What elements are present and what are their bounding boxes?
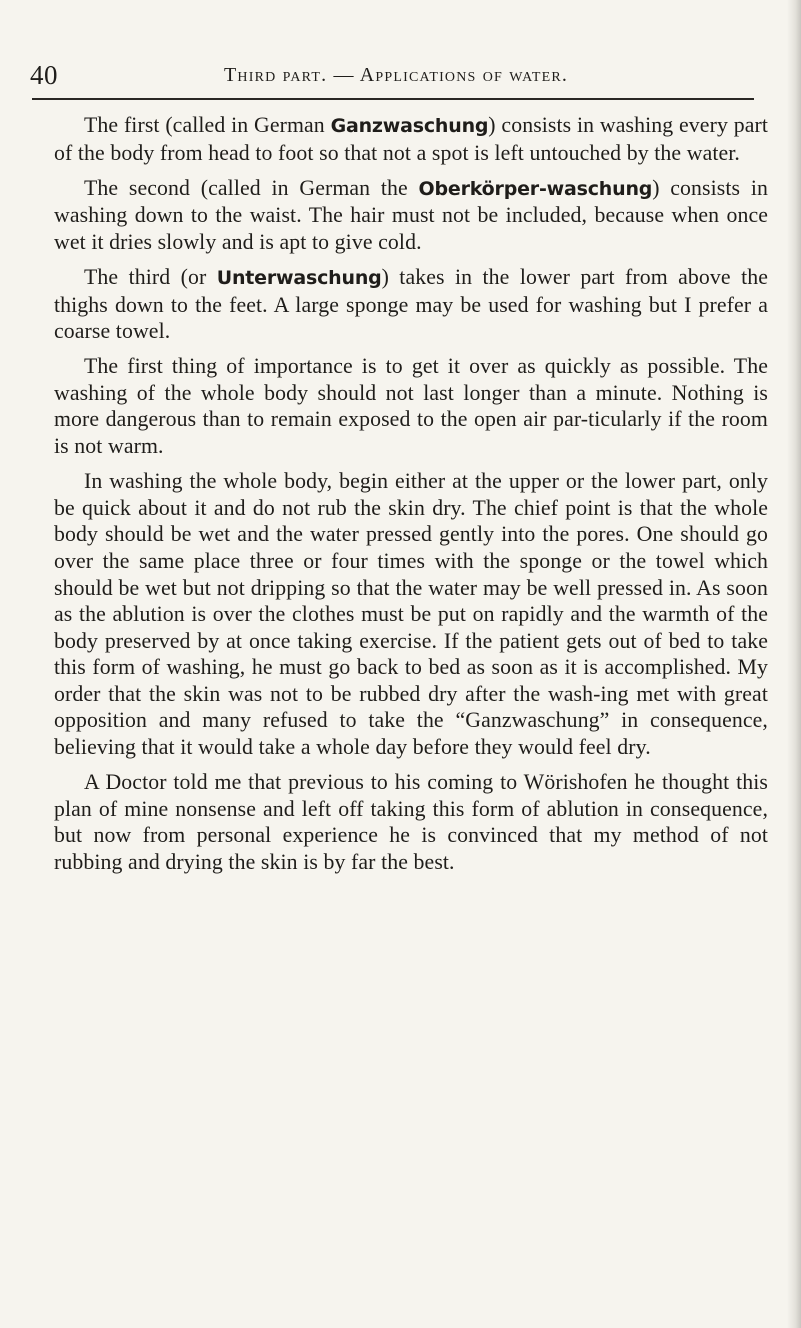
paragraph-text: ) consists in washing down to the waist. The hair must not be included, because when once wet it dries slowly and is apt to give cold. (54, 175, 768, 254)
paragraph-third-washing (54, 264, 768, 345)
paragraph-text: The third (or (84, 264, 217, 289)
paragraph-doctor-testimony: A Doctor told me that previous to his coming to Wörishofen he thought this plan of mine nonsense and left off taking this form of ablution in consequence, but now from personal experience he is convinced that my method of not rubbing and drying the skin is by far the best. (54, 770, 768, 874)
paragraph-importance: The first thing of importance is to get it over as quickly as possible. The washing of the whole body should not last longer than a minute. Nothing is more dangerous than to remain exposed to the open air par-ticularly if the room is not warm. (54, 354, 768, 459)
page-header (30, 58, 780, 94)
paragraph-second-washing (54, 175, 768, 256)
page-edge-shadow (787, 0, 801, 1328)
paragraph-text: The first (called in German (84, 113, 331, 137)
page-number: 40 (30, 60, 58, 90)
paragraph-first-washing (54, 112, 768, 166)
paragraph-text: ) takes in the lower part from above the thighs down to the feet. A large sponge may be used for washing but I prefer a coarse towel. (54, 264, 769, 344)
paragraph-procedure: In washing the whole body, begin either at the upper or the lower part, only be quick about it and do not rub the skin dry. The chief point is that the whole body should be wet and the water pressed gently into the pores. One should go over the same place three or four times with the sponge or the towel which should be wet but not dripping so that the water may be well pressed in. As soon as the ablution is over the clothes must be put on rapidly and the warmth of the body preserved by at once taking exercise. If the patient gets out of bed to take this form of washing, he must go back to bed as soon as it is accomplished. My order that the skin was not to be rubbed dry after the wash-ing met with great opposition and many refused to take the “Ganzwaschung” in consequence, believing that it would take a whole day before they would feel dry. (54, 469, 768, 760)
term-oberkoerperwaschung: Oberkörper-waschung (418, 177, 653, 200)
paragraph-text: The second (called in German the (84, 175, 419, 200)
paragraph-text: ) consists in washing every part of the body from head to foot so that not a spot is left untouched by the water. (54, 113, 768, 165)
term-ganzwaschung: Ganzwaschung (330, 115, 489, 137)
running-head: Third part. — Applications of water. (224, 64, 569, 86)
body-text (54, 112, 768, 884)
header-rule (32, 98, 754, 100)
term-unterwaschung: Unterwaschung (216, 266, 382, 289)
